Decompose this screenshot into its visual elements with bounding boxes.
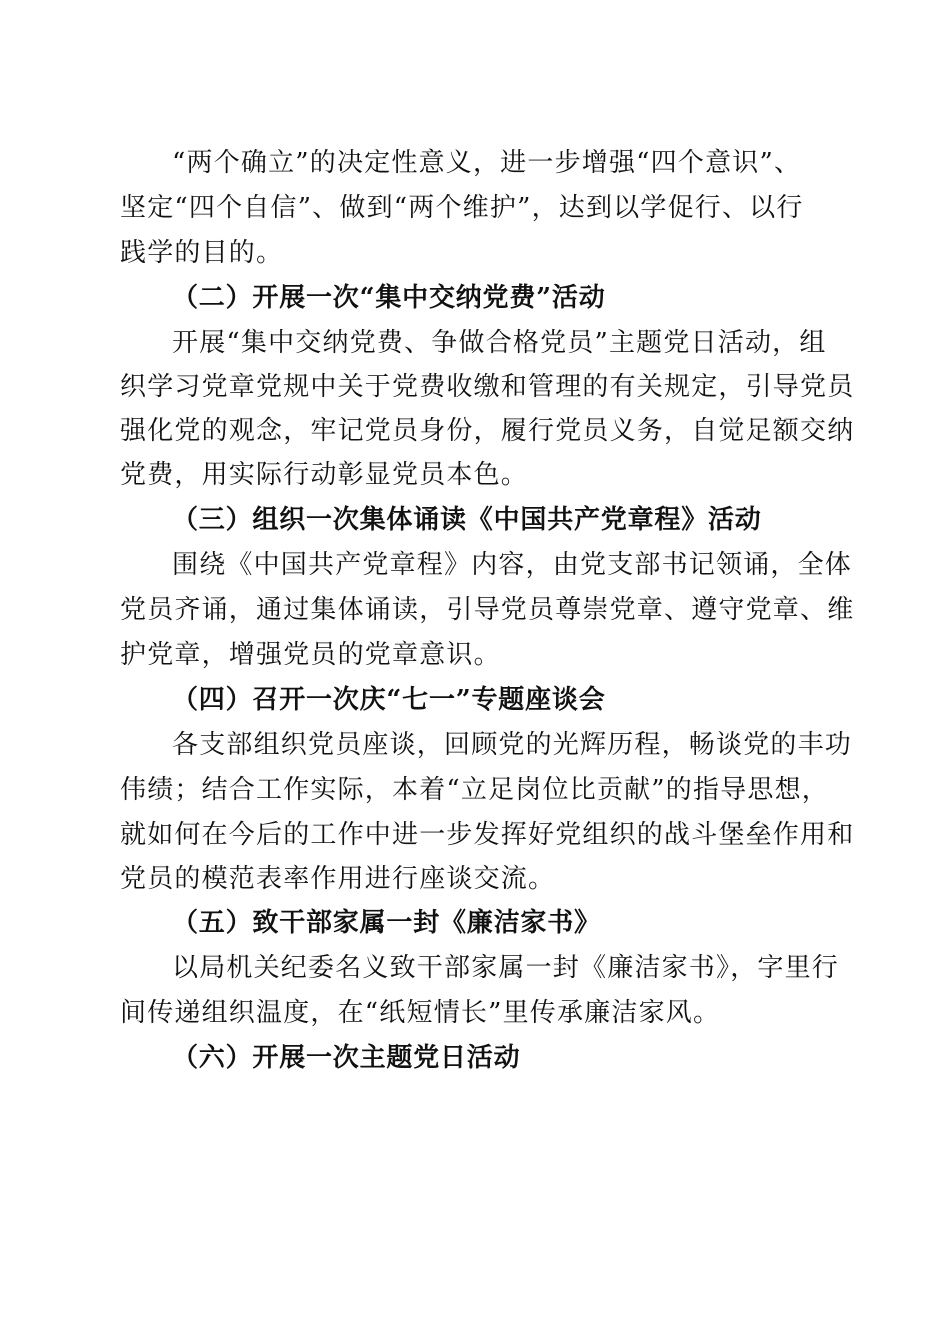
paragraph-line: 开展“集中交纳党费、争做合格党员”主题党日活动，组 xyxy=(172,328,827,358)
section-heading-4: （四）召开一次庆“七一”专题座谈会 xyxy=(172,685,606,715)
paragraph-line: “两个确立”的决定性意义，进一步增强“四个意识”、 xyxy=(172,148,802,178)
section-heading-6: （六）开展一次主题党日活动 xyxy=(172,1043,521,1073)
paragraph-line: 党员齐诵，通过集体诵读，引导党员尊崇党章、遵守党章、维 xyxy=(120,595,855,625)
section-heading-2: （二）开展一次“集中交纳党费”活动 xyxy=(172,283,606,313)
paragraph-line: 护党章，增强党员的党章意识。 xyxy=(120,640,501,670)
paragraph-line: 坚定“四个自信”、做到“两个维护”，达到以学促行、以行 xyxy=(120,193,804,223)
paragraph-line: 践学的目的。 xyxy=(120,238,284,268)
paragraph-line: 各支部组织党员座谈，回顾党的光辉历程，畅谈党的丰功 xyxy=(172,730,853,760)
paragraph-line: 党员的模范表率作用进行座谈交流。 xyxy=(120,864,556,894)
paragraph-line: 围绕《中国共产党章程》内容，由党支部书记领诵，全体 xyxy=(172,550,853,580)
paragraph-line: 党费，用实际行动彰显党员本色。 xyxy=(120,460,529,490)
section-heading-3: （三）组织一次集体诵读《中国共产党章程》活动 xyxy=(172,505,762,535)
paragraph-line: 以局机关纪委名义致干部家属一封《廉洁家书》，字里行 xyxy=(172,953,840,983)
paragraph-line: 就如何在今后的工作中进一步发挥好党组织的战斗堡垒作用和 xyxy=(120,820,855,850)
paragraph-line: 间传递组织温度，在“纸短情长”里传承廉洁家风。 xyxy=(120,998,721,1028)
paragraph-line: 织学习党章党规中关于党费收缴和管理的有关规定，引导党员 xyxy=(120,372,855,402)
paragraph-line: 伟绩；结合工作实际，本着“立足岗位比贡献”的指导思想， xyxy=(120,775,829,805)
paragraph-line: 强化党的观念，牢记党员身份，履行党员义务，自觉足额交纳 xyxy=(120,416,855,446)
section-heading-5: （五）致干部家属一封《廉洁家书》 xyxy=(172,908,601,938)
